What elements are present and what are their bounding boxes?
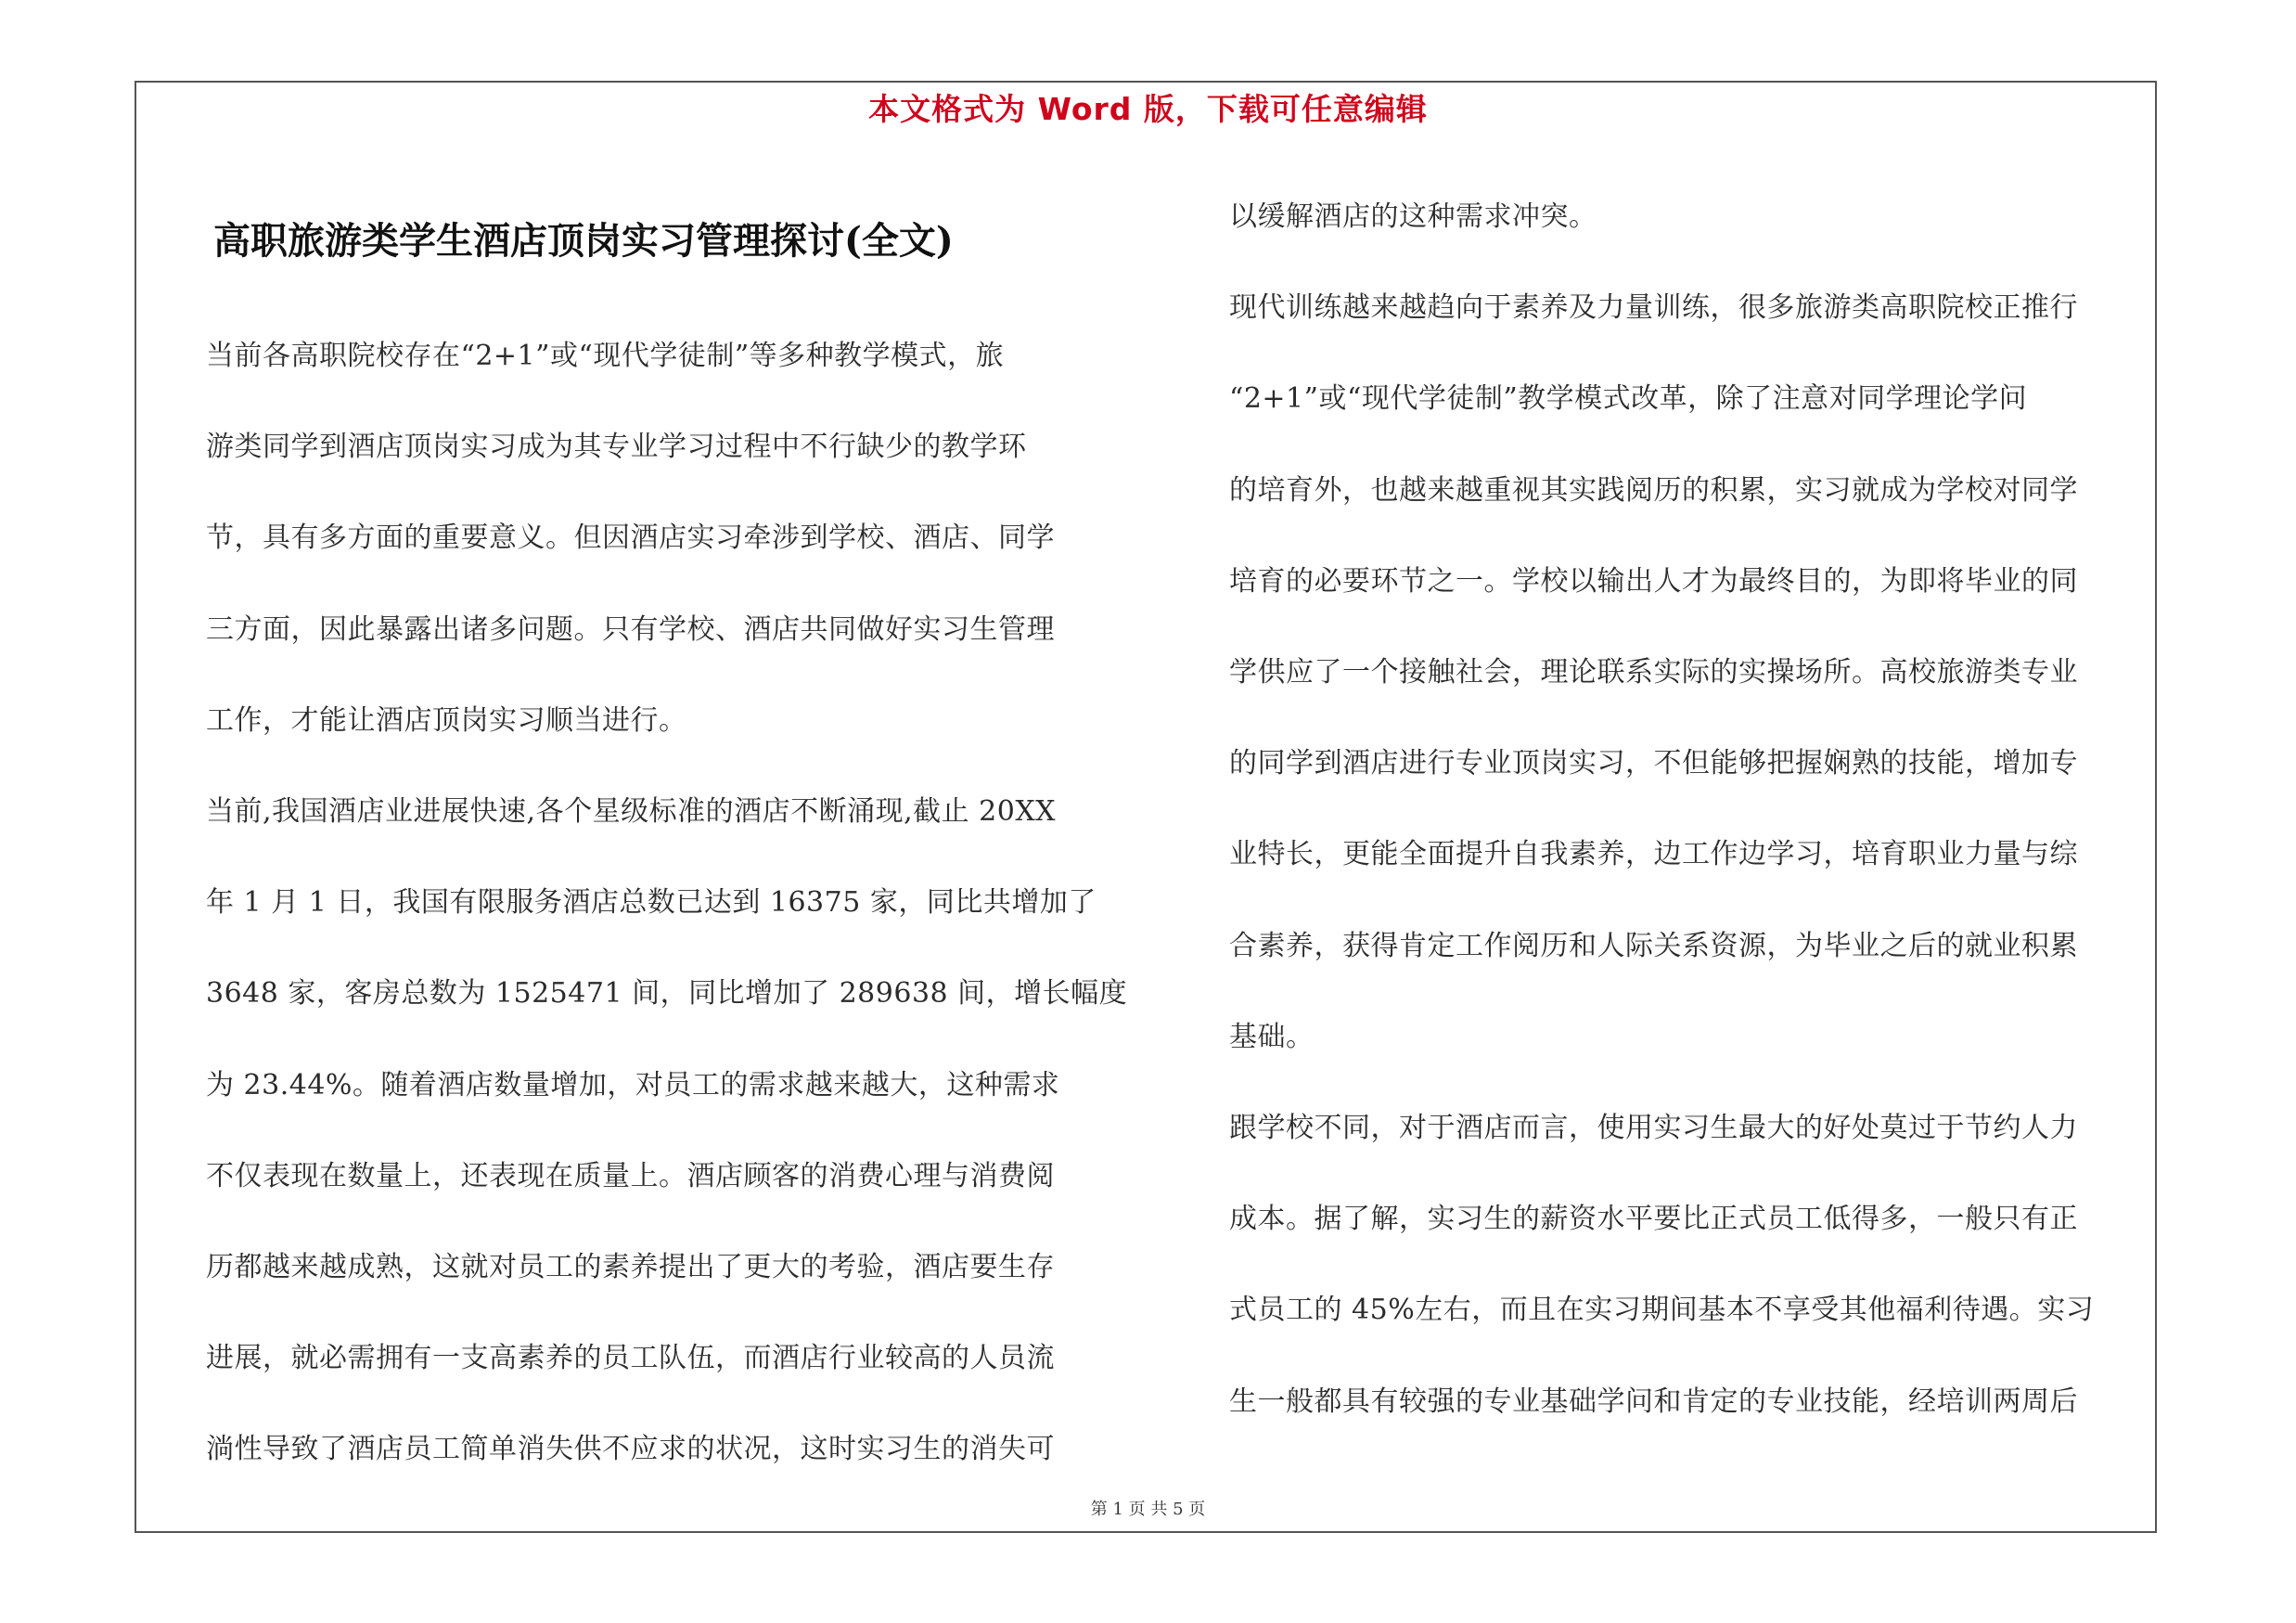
text-line: 现代训练越来越趋向于素养及力量训练，很多旅游类高职院校正推行 xyxy=(1229,291,2078,325)
page-number: 第 1 页 共 5 页 xyxy=(1090,1500,1206,1519)
text-line: 历都越来越成熟，这就对员工的素养提出了更大的考验，酒店要生存 xyxy=(206,1251,1055,1283)
text-line: 式员工的 45%左右，而且在实习期间基本不享受其他福利待遇。实习 xyxy=(1229,1294,2095,1327)
text-line: 淌性导致了酒店员工简单消失供不应求的状况，这时实习生的消失可 xyxy=(206,1433,1055,1466)
text-line: 当前,我国酒店业进展快速,各个星级标准的酒店不断涌现,截止 20XX xyxy=(206,795,1057,828)
text-line: 游类同学到酒店顶岗实习成为其专业学习过程中不行缺少的教学环 xyxy=(206,431,1027,464)
text-line: 生一般都具有较强的专业基础学问和肯定的专业技能，经培训两周后 xyxy=(1229,1385,2078,1418)
text-line: 工作，才能让酒店顶岗实习顺当进行。 xyxy=(206,703,687,737)
text-line: 跟学校不同，对于酒店而言，使用实习生最大的好处莫过于节约人力 xyxy=(1229,1112,2078,1144)
text-line: 的同学到酒店进行专业顶岗实习，不但能够把握娴熟的技能，增加专 xyxy=(1229,747,2078,780)
document-title: 高职旅游类学生酒店顶岗实习管理探讨(全文) xyxy=(213,219,954,263)
text-line: 业特长，更能全面提升自我素养，边工作边学习，培育职业力量与综 xyxy=(1229,838,2078,871)
text-line: 年 1 月 1 日，我国有限服务酒店总数已达到 16375 家，同比共增加了 xyxy=(206,886,1097,920)
text-line: 不仅表现在数量上，还表现在质量上。酒店顾客的消费心理与消费阅 xyxy=(206,1159,1055,1192)
text-line: 学供应了一个接触社会，理论联系实际的实操场所。高校旅游类专业 xyxy=(1229,656,2078,689)
text-line: 以缓解酒店的这种需求冲突。 xyxy=(1229,200,1597,233)
text-line: “2+1”或“现代学徒制”教学模式改革，除了注意对同学理论学问 xyxy=(1229,382,2028,416)
text-line: 节，具有多方面的重要意义。但因酒店实习牵涉到学校、酒店、同学 xyxy=(206,522,1055,555)
text-line: 合素养，获得肯定工作阅历和人际关系资源，为毕业之后的就业积累 xyxy=(1229,929,2078,962)
word-format-banner: 本文格式为 Word 版，下载可任意编辑 xyxy=(868,91,1428,127)
text-line: 成本。据了解，实习生的薪资水平要比正式员工低得多，一般只有正 xyxy=(1229,1203,2078,1236)
text-line: 当前各高职院校存在“2+1”或“现代学徒制”等多种教学模式，旅 xyxy=(206,340,1005,372)
text-line: 为 23.44%。随着酒店数量增加，对员工的需求越来越大，这种需求 xyxy=(206,1068,1060,1101)
text-line: 基础。 xyxy=(1229,1020,1315,1053)
text-line: 3648 家，客房总数为 1525471 间，同比增加了 289638 间，增长幅度 xyxy=(206,977,1128,1011)
text-line: 培育的必要环节之一。学校以输出人才为最终目的，为即将毕业的同 xyxy=(1229,564,2078,598)
text-line: 三方面，因此暴露出诸多问题。只有学校、酒店共同做好实习生管理 xyxy=(206,612,1055,646)
text-line: 进展，就必需拥有一支高素养的员工队伍，而酒店行业较高的人员流 xyxy=(206,1342,1055,1375)
text-line: 的培育外，也越来越重视其实践阅历的积累，实习就成为学校对同学 xyxy=(1229,473,2078,507)
